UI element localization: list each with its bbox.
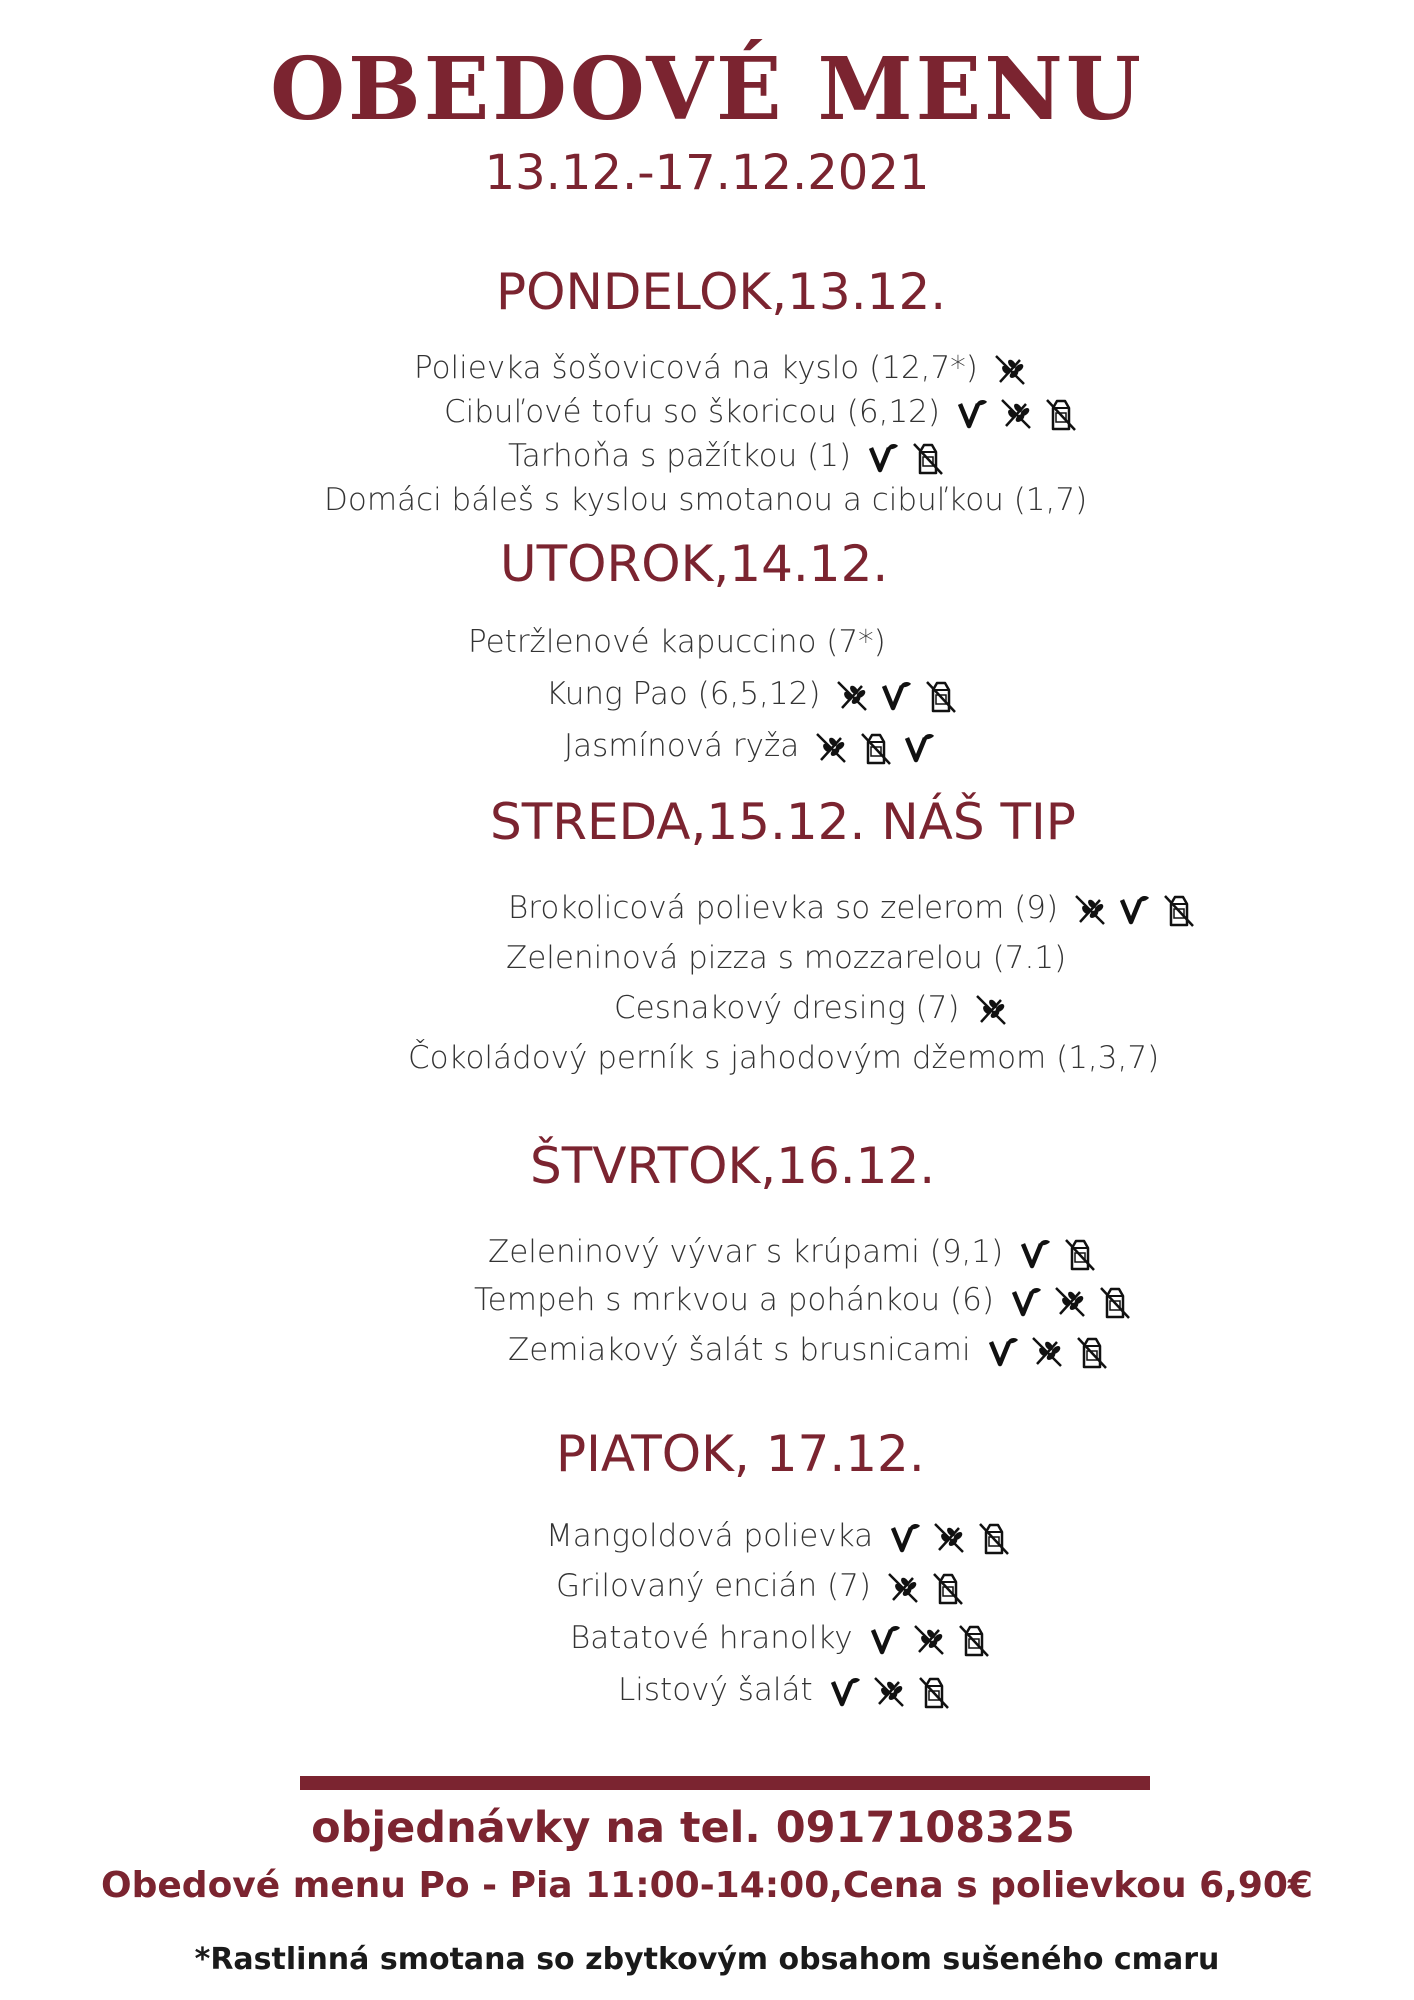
menu-item-text: Polievka šošovicová na kyslo (12,7*)	[414, 350, 978, 386]
gluten-free-icon	[1029, 1334, 1065, 1370]
gluten-free-icon	[885, 1570, 921, 1606]
diet-icons	[988, 348, 1032, 388]
menu-item-text: Cibuľové tofu so škoricou (6,12)	[444, 394, 940, 430]
diet-icons	[863, 1618, 995, 1658]
menu-item	[506, 938, 1076, 978]
lactose-free-icon	[909, 440, 945, 476]
menu-item-text: Zeleninový vývar s krúpami (9,1)	[488, 1234, 1004, 1270]
menu-item-text: Petržlenové kapuccino (7*)	[468, 624, 886, 660]
menu-item	[488, 1232, 1101, 1272]
lunch-hours-price: Obedové menu Po - Pia 11:00-14:00,Cena s polievkou 6,90€	[101, 1865, 1313, 1906]
menu-item	[468, 622, 896, 662]
lactose-free-icon	[975, 1520, 1011, 1556]
vegan-icon	[865, 440, 901, 476]
menu-item	[324, 480, 1097, 520]
menu-item-text: Tarhoňa s pažítkou (1)	[508, 438, 852, 474]
diet-icons	[969, 988, 1013, 1028]
lactose-free-icon	[857, 730, 893, 766]
gluten-free-icon	[813, 730, 849, 766]
diet-icons	[883, 1516, 1015, 1556]
menu-item-text: Mangoldová polievka	[546, 1518, 874, 1554]
order-phone: objednávky na tel. 0917108325	[311, 1803, 1075, 1853]
menu-item	[546, 1516, 1015, 1556]
menu-item	[570, 1618, 995, 1658]
gluten-free-icon	[931, 1520, 967, 1556]
gluten-free-icon	[998, 396, 1034, 432]
menu-item	[444, 392, 1082, 432]
menu-item-text: Domáci báleš s kyslou smotanou a cibuľkou (1,7)	[324, 482, 1088, 518]
menu-item-text: Cesnakový dresing (7)	[614, 990, 960, 1026]
day-heading-thursday: ŠTVRTOK,16.12.	[530, 1137, 936, 1195]
menu-item-text: Brokolicová polievka so zelerom (9)	[508, 890, 1059, 926]
lactose-free-icon	[1061, 1236, 1097, 1272]
diet-icons	[1068, 888, 1200, 928]
gluten-free-icon	[992, 352, 1028, 388]
gluten-free-icon	[1052, 1284, 1088, 1320]
diet-icons	[830, 674, 962, 714]
lactose-free-icon	[929, 1570, 965, 1606]
menu-item-text: Kung Pao (6,5,12)	[546, 676, 821, 712]
lactose-free-icon	[1096, 1284, 1132, 1320]
diet-icons	[861, 436, 949, 476]
vegan-icon	[985, 1334, 1021, 1370]
vegan-icon	[887, 1520, 923, 1556]
lactose-free-icon	[1042, 396, 1078, 432]
gluten-free-icon	[1072, 892, 1108, 928]
diet-icons	[809, 726, 941, 766]
menu-item-text: Zemiakový šalát s brusnicami	[508, 1332, 971, 1368]
vegan-icon	[867, 1622, 903, 1658]
menu-title: OBEDOVÉ MENU	[270, 39, 1144, 140]
diet-icons	[950, 392, 1082, 432]
menu-item-text: Zeleninová pizza s mozzarelou (7.1)	[506, 940, 1067, 976]
vegan-icon	[827, 1674, 863, 1710]
lactose-free-icon	[1073, 1334, 1109, 1370]
lactose-free-icon	[922, 678, 958, 714]
menu-item	[614, 988, 1013, 1028]
day-heading-tuesday: UTOROK,14.12.	[500, 535, 889, 593]
menu-item-text: Jasmínová ryža	[564, 728, 800, 764]
day-heading-friday: PIATOK, 17.12.	[556, 1425, 925, 1483]
menu-item	[618, 1670, 955, 1710]
vegan-icon	[901, 730, 937, 766]
diet-icons	[981, 1330, 1113, 1370]
diet-icons	[1004, 1280, 1136, 1320]
gluten-free-icon	[973, 992, 1009, 1028]
diet-icons	[881, 1566, 969, 1606]
vegan-icon	[878, 678, 914, 714]
menu-item	[508, 888, 1200, 928]
vegan-icon	[1017, 1236, 1053, 1272]
lactose-free-icon	[955, 1622, 991, 1658]
lactose-free-icon	[915, 1674, 951, 1710]
menu-item	[546, 674, 962, 714]
diet-icons	[823, 1670, 955, 1710]
gluten-free-icon	[871, 1674, 907, 1710]
date-range: 13.12.-17.12.2021	[484, 145, 930, 201]
footnote: *Rastlinná smotana so zbytkovým obsahom sušeného cmaru	[194, 1942, 1220, 1977]
day-heading-monday: PONDELOK,13.12.	[496, 263, 947, 321]
vegan-icon	[1008, 1284, 1044, 1320]
gluten-free-icon	[911, 1622, 947, 1658]
footer-divider	[300, 1776, 1150, 1790]
menu-item-text: Batatové hranolky	[570, 1620, 853, 1656]
menu-item-text: Grilovaný encián (7)	[556, 1568, 871, 1604]
menu-item-text: Tempeh s mrkvou a pohánkou (6)	[474, 1282, 994, 1318]
day-heading-wednesday: STREDA,15.12. NÁŠ TIP	[490, 793, 1076, 851]
menu-item	[564, 726, 941, 766]
menu-item-text: Listový šalát	[618, 1672, 813, 1708]
menu-item	[508, 436, 949, 476]
lactose-free-icon	[1160, 892, 1196, 928]
menu-item	[508, 1330, 1113, 1370]
menu-item	[556, 1566, 969, 1606]
vegan-icon	[954, 396, 990, 432]
menu-item	[408, 1038, 1169, 1078]
menu-item-text: Čokoládový perník s jahodovým džemom (1,3,7)	[408, 1040, 1160, 1076]
vegan-icon	[1116, 892, 1152, 928]
gluten-free-icon	[834, 678, 870, 714]
diet-icons	[1013, 1232, 1101, 1272]
menu-item	[414, 348, 1032, 388]
menu-item	[474, 1280, 1136, 1320]
